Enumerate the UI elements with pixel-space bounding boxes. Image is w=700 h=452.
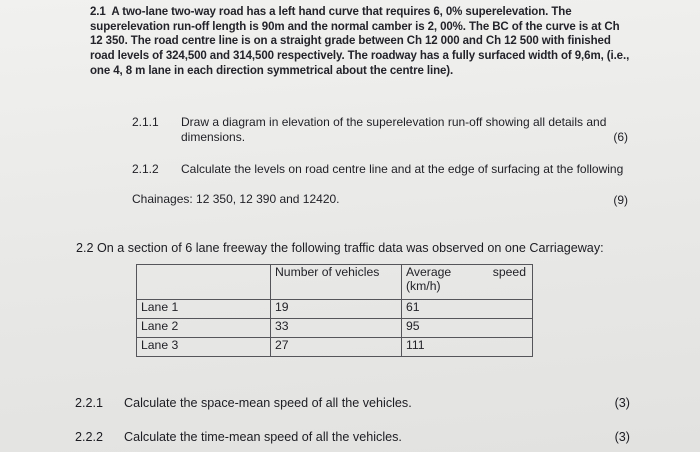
speed-cell: 95: [402, 319, 533, 338]
table-header-speed: [402, 265, 533, 300]
speed-header-unit: (km/h): [406, 279, 441, 293]
subquestion-2-1-2-chainages: Chainages: 12 350, 12 390 and 12420.: [132, 192, 340, 206]
subquestion-2-1-2-marks: (9): [613, 193, 628, 207]
lane-cell: Lane 2: [137, 319, 271, 338]
table-header-vehicles: Number of vehicles: [271, 265, 402, 300]
speed-header-speed: speed: [492, 265, 526, 279]
subquestion-2-1-1-number: 2.1.1: [132, 115, 159, 129]
subquestion-2-2-2-number: 2.2.2: [75, 430, 104, 444]
lane-cell: Lane 1: [137, 300, 271, 319]
table-header-empty: [137, 265, 271, 300]
question-2-1: [90, 5, 630, 79]
lane-cell: Lane 3: [137, 338, 271, 357]
subquestion-2-2-1-text: Calculate the space-mean speed of all the vehicles.: [124, 396, 412, 410]
vehicles-cell: 33: [271, 319, 402, 338]
traffic-data-table: [136, 264, 533, 357]
question-2-1-number: 2.1: [90, 6, 106, 18]
speed-header-wrap: [406, 265, 528, 279]
speed-cell: 111: [402, 338, 533, 357]
table-header-row: [137, 265, 533, 300]
subquestion-2-1-2-number: 2.1.2: [132, 162, 159, 176]
subquestion-2-2-2-text: Calculate the time-mean speed of all the vehicles.: [124, 430, 402, 444]
speed-cell: 61: [402, 300, 533, 319]
vehicles-cell: 27: [271, 338, 402, 357]
subquestion-2-1-1-marks: (6): [613, 130, 628, 144]
table-row: [137, 319, 533, 338]
subquestion-2-2-2-marks: (3): [614, 430, 630, 444]
subquestion-2-2-1-marks: (3): [614, 396, 630, 410]
vehicles-cell: 19: [271, 300, 402, 319]
question-2-2-title: 2.2 On a section of 6 lane freeway the following traffic data was observed on one Carriageway:: [76, 241, 604, 255]
table-row: [137, 338, 533, 357]
question-2-1-text: A two-lane two-way road has a left hand curve that requires 6, 0% superelevation. The superelevation run-off length is 90m and the normal camber is 2, 00%. The BC of the curve is at Ch 12 350. The road centre line is on a straight grade between Ch 12 000 and Ch 12 500 with finished road levels of 324,500 and 314,500 respectively. The roadway has a fully surfaced width of 9,6m, (i.e., one 4, 8 m lane in each direction symmetrical about the centre line).: [90, 6, 630, 77]
subquestion-2-2-1-number: 2.2.1: [75, 396, 104, 410]
subquestion-2-1-1-text: Draw a diagram in elevation of the superelevation run-off showing all details and dimensions.: [181, 115, 607, 144]
table-row: [137, 300, 533, 319]
speed-header-average: Average: [406, 265, 452, 279]
subquestion-2-1-2-text: Calculate the levels on road centre line and at the edge of surfacing at the following: [181, 162, 624, 176]
